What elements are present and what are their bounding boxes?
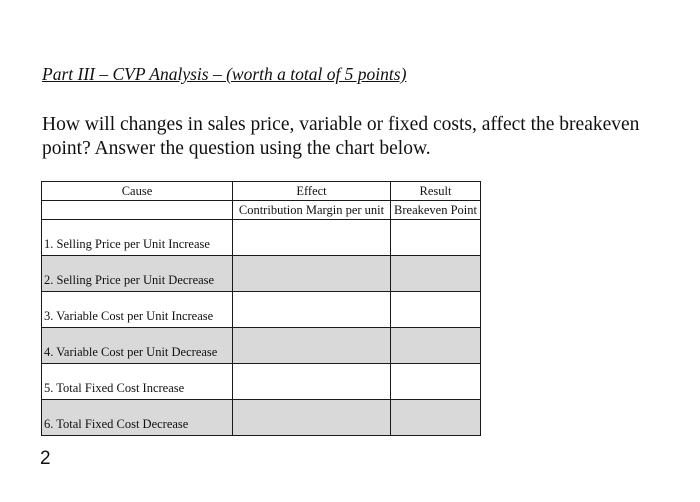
cause-cell: 4. Variable Cost per Unit Decrease [42,328,233,364]
result-answer-cell[interactable] [391,400,481,436]
cause-cell: 3. Variable Cost per Unit Increase [42,292,233,328]
subheader-cause [42,201,233,220]
table-row [42,364,481,400]
table-row [42,292,481,328]
cause-cell: 2. Selling Price per Unit Decrease [42,256,233,292]
effect-answer-cell[interactable] [233,292,391,328]
header-result: Result [391,182,481,201]
table-header-row [42,182,481,201]
page-number: 2 [40,448,51,469]
cause-cell: 5. Total Fixed Cost Increase [42,364,233,400]
header-cause: Cause [42,182,233,201]
section-heading: Part III – CVP Analysis – (worth a total of 5 points) [42,64,407,84]
header-effect: Effect [233,182,391,201]
subheader-breakeven-point: Breakeven Point [391,201,481,220]
result-answer-cell[interactable] [391,328,481,364]
effect-answer-cell[interactable] [233,400,391,436]
table-row [42,220,481,256]
cause-cell: 6. Total Fixed Cost Decrease [42,400,233,436]
result-answer-cell[interactable] [391,220,481,256]
cvp-table [41,181,481,436]
subheader-contribution-margin: Contribution Margin per unit [233,201,391,220]
table-row [42,256,481,292]
question-text: How will changes in sales price, variable or fixed costs, affect the breakeven point? Answer the question using the chart below. [42,114,640,159]
effect-answer-cell[interactable] [233,256,391,292]
table-row [42,400,481,436]
effect-answer-cell[interactable] [233,364,391,400]
result-answer-cell[interactable] [391,364,481,400]
table-row [42,328,481,364]
result-answer-cell[interactable] [391,256,481,292]
cause-cell: 1. Selling Price per Unit Increase [42,220,233,256]
result-answer-cell[interactable] [391,292,481,328]
table-subheader-row [42,201,481,220]
effect-answer-cell[interactable] [233,328,391,364]
effect-answer-cell[interactable] [233,220,391,256]
